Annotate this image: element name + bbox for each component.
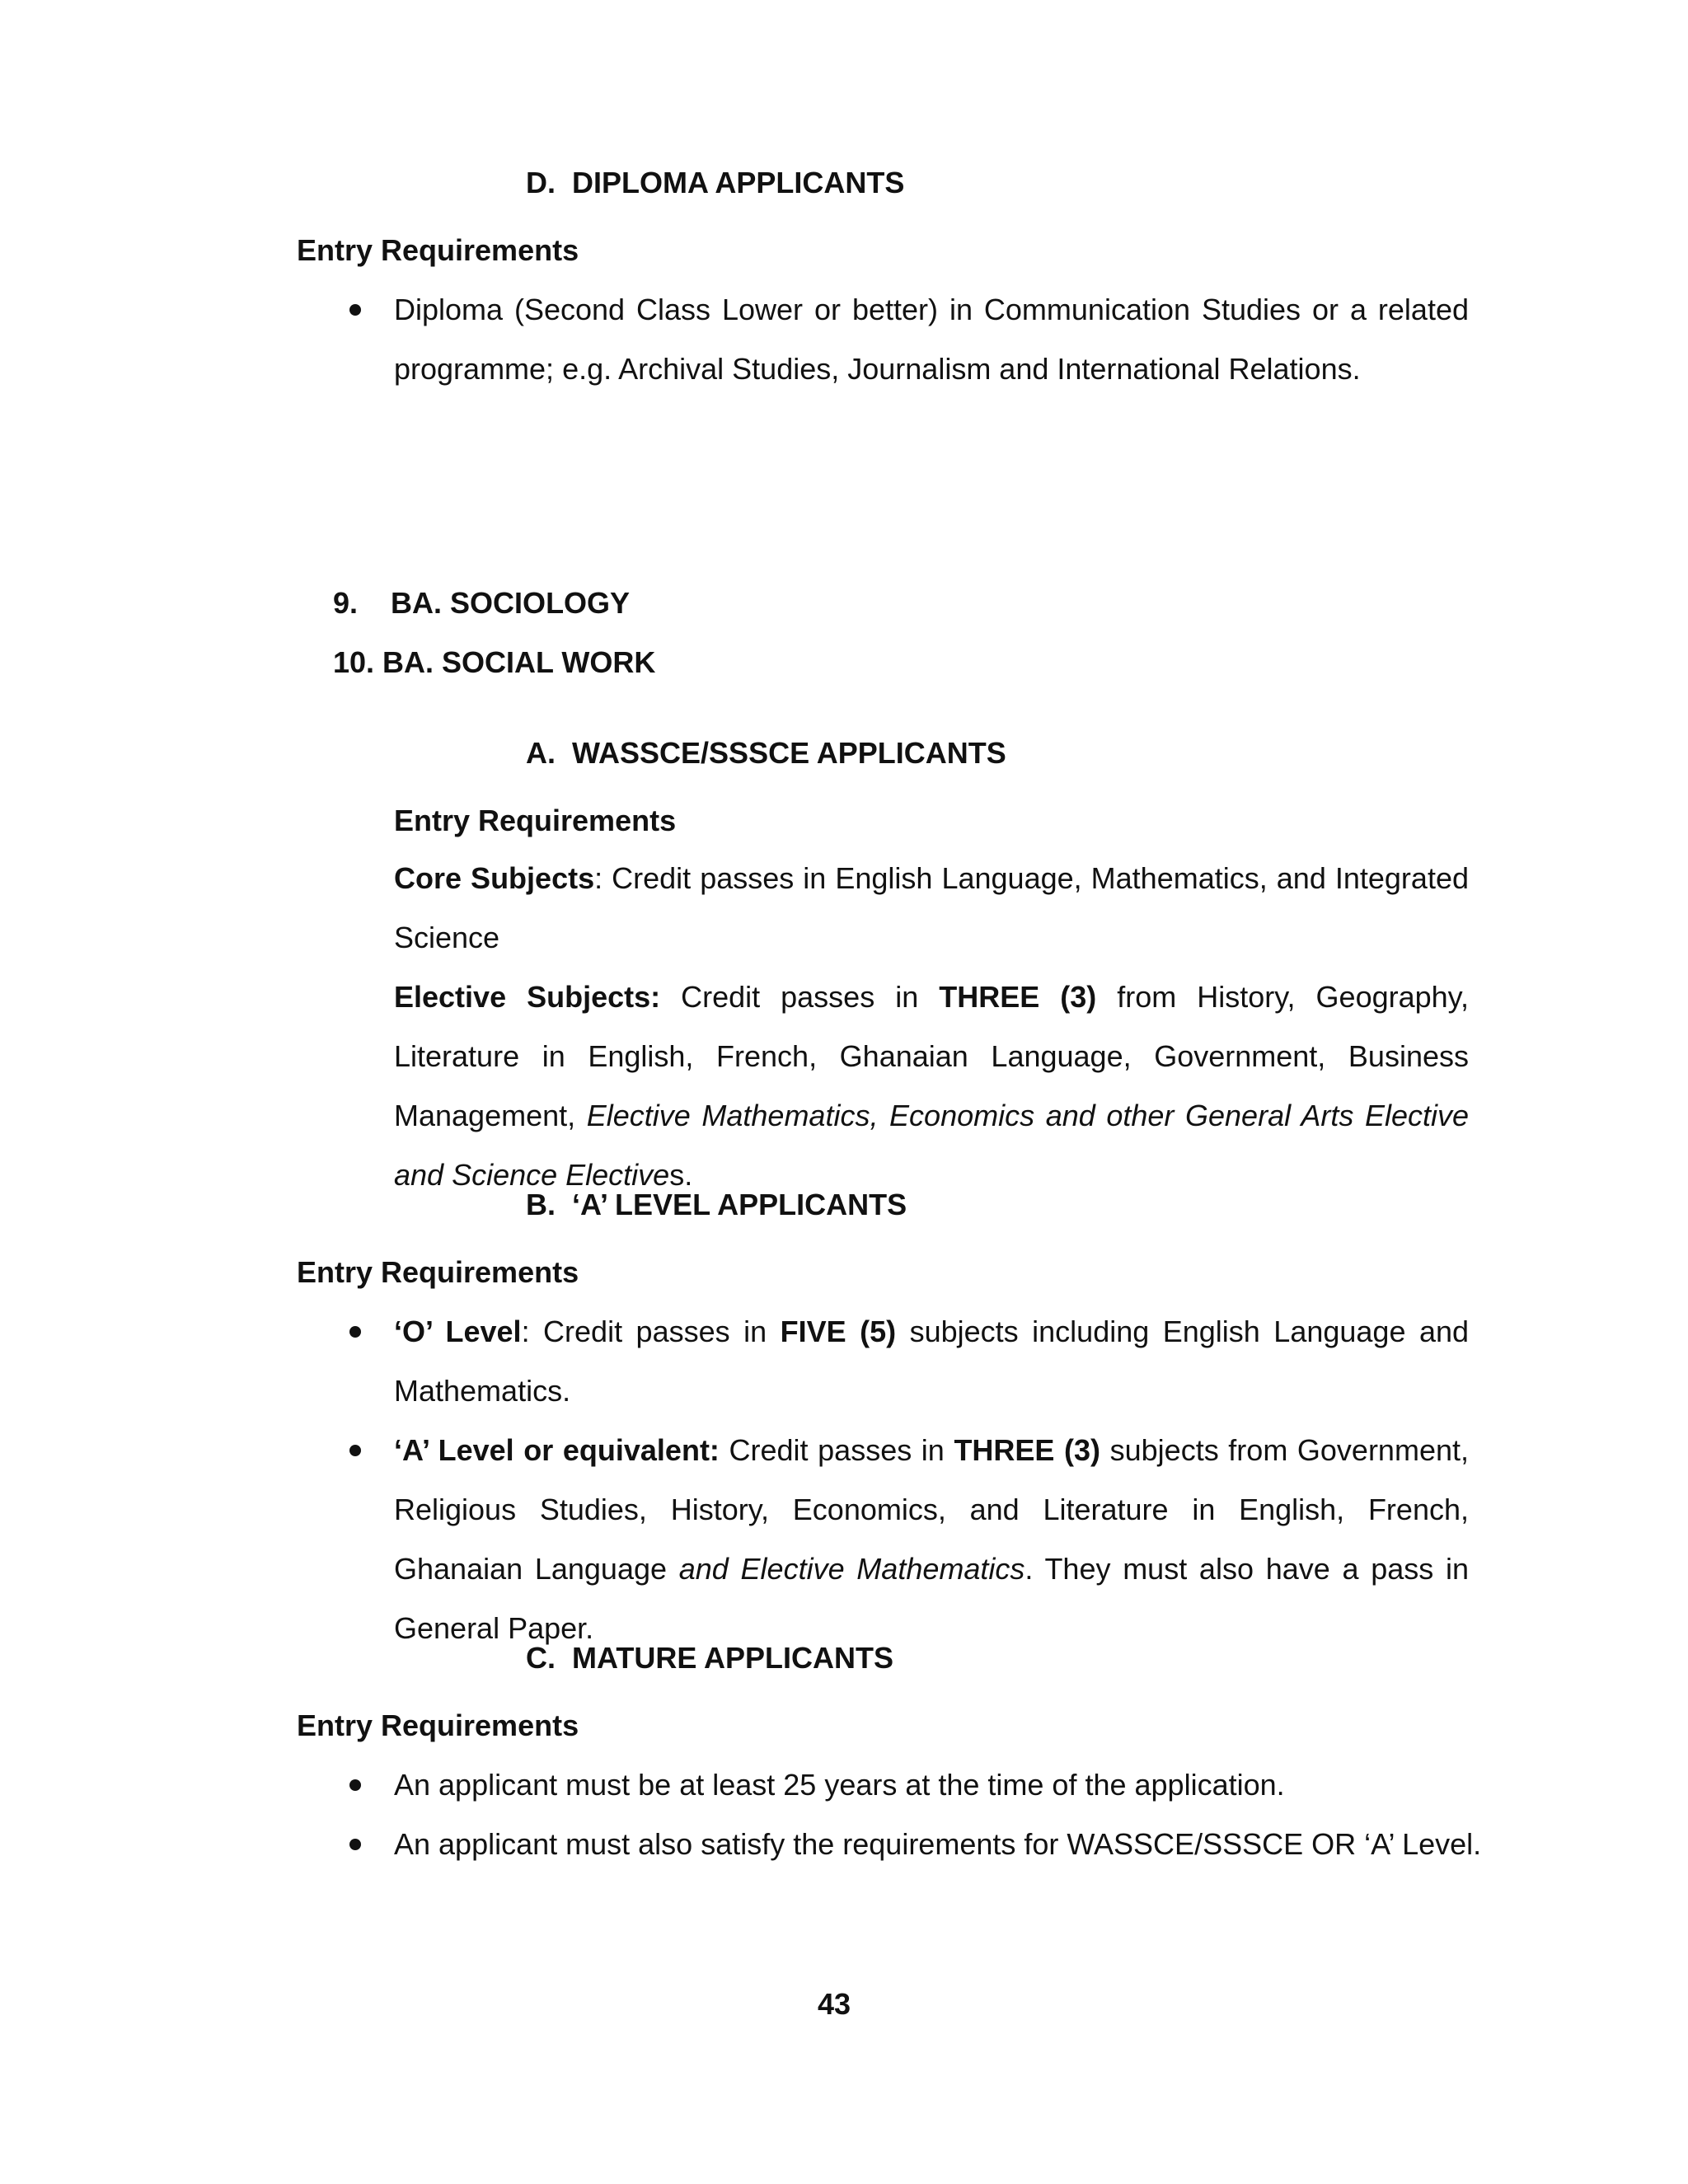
section-d-letter: D. — [526, 166, 556, 199]
section-c-bullet-2: An applicant must also satisfy the requirements for WASSCE/SSSCE OR ‘A’ Level. — [394, 1827, 1482, 1861]
section-a-core-subjects — [394, 849, 1469, 968]
a-level-text-2: subjects from Government, Religious Studies, History, Economics, and Literature in English, French, Ghanaian Language — [394, 1433, 1469, 1586]
a-level-text-1: Credit passes in — [719, 1433, 954, 1467]
section-a-letter: A. — [526, 736, 556, 770]
section-c-title: MATURE APPLICANTS — [572, 1641, 894, 1675]
section-c-letter: C. — [526, 1641, 556, 1675]
elective-text-2: from History, Geography, Literature in English, French, Ghanaian Language, Government, Business Management, — [394, 980, 1470, 1132]
o-level-label: ‘O’ Level — [394, 1315, 522, 1348]
a-level-label: ‘A’ Level or equivalent: — [394, 1433, 720, 1467]
programme-item-10: 10. BA. SOCIAL WORK — [333, 645, 656, 679]
elective-italic-text: Elective Mathematics, Economics and other General Arts Elective and Science Elective — [394, 1099, 1469, 1192]
bullet-icon — [349, 1839, 361, 1850]
section-c-bullet-1: An applicant must be at least 25 years at the time of the application. — [394, 1768, 1285, 1802]
programme-item-9 — [333, 585, 630, 621]
section-a-heading — [526, 735, 1006, 771]
elective-count: THREE (3) — [939, 980, 1097, 1014]
section-b-o-level — [394, 1302, 1469, 1421]
section-c-entry-label: Entry Requirements — [297, 1708, 579, 1742]
bullet-icon — [349, 1779, 361, 1791]
o-level-text-1: : Credit passes in — [521, 1315, 781, 1348]
a-level-italic-text: and Elective Mathematics — [678, 1552, 1025, 1586]
page-number: 43 — [817, 1987, 851, 2021]
section-c-heading — [526, 1640, 893, 1676]
section-d-heading — [526, 165, 904, 201]
section-b-entry-label: Entry Requirements — [297, 1255, 579, 1289]
section-b-title: ‘A’ LEVEL APPLICANTS — [572, 1188, 907, 1221]
elective-subjects-label: Elective Subjects: — [394, 980, 661, 1014]
bullet-icon — [349, 1326, 361, 1338]
elective-text-1: Credit passes in — [660, 980, 940, 1014]
section-a-entry-label: Entry Requirements — [394, 804, 677, 837]
section-a-title: WASSCE/SSSCE APPLICANTS — [572, 736, 1006, 770]
section-d-bullet-1: Diploma (Second Class Lower or better) in Communication Studies or a related programme; e.g. Archival Studies, Journalism and International Relations. — [394, 293, 1469, 386]
bullet-icon — [349, 1445, 361, 1456]
a-level-text-3: . They must also have a pass in General Paper. — [394, 1552, 1469, 1645]
section-b-heading — [526, 1187, 907, 1223]
bullet-icon — [349, 304, 361, 316]
section-d-title: DIPLOMA APPLICANTS — [572, 166, 905, 199]
programme-9-title: BA. SOCIOLOGY — [391, 586, 631, 620]
section-d-entry-label: Entry Requirements — [297, 233, 579, 267]
o-level-text-2: subjects including English Language and Mathematics. — [394, 1315, 1470, 1408]
section-b-letter: B. — [526, 1188, 556, 1221]
o-level-count: FIVE (5) — [780, 1315, 897, 1348]
section-b-a-level — [394, 1421, 1469, 1658]
core-subjects-label: Core Subjects — [394, 861, 595, 895]
core-subjects-text: : Credit passes in English Language, Mathematics, and Integrated Science — [394, 861, 1469, 954]
a-level-count: THREE (3) — [954, 1433, 1101, 1467]
section-a-elective-subjects — [394, 968, 1469, 1205]
elective-end: s. — [669, 1158, 693, 1192]
programme-9-number: 9. — [333, 586, 359, 620]
